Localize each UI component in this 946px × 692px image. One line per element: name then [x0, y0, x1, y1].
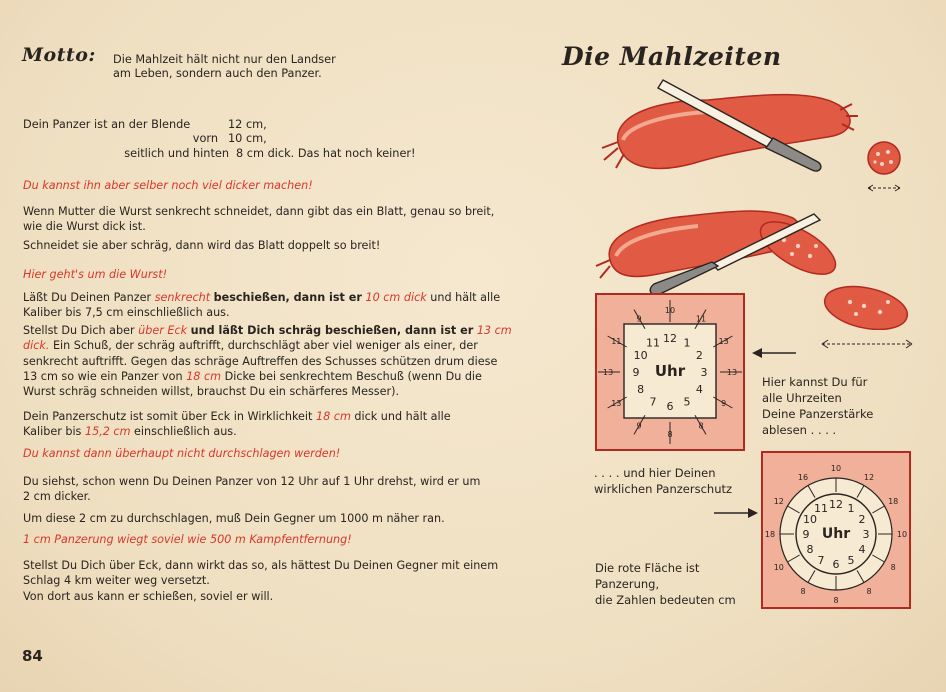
clock-hour-label: 9 [632, 366, 640, 379]
clock-outer-label: 13 [726, 368, 738, 377]
paragraph-versetzt [23, 558, 563, 604]
red-note-3: Du kannst dann überhaupt nicht durchschlagen werden! [23, 447, 341, 460]
clock-hour-label: 5 [683, 395, 691, 409]
clock-hour-label: 8 [806, 543, 814, 556]
paragraph-senkrecht [23, 290, 563, 321]
clock-hour-label: 10 [803, 513, 817, 526]
caption-rote-flaeche: Die rote Fläche ist Panzerung, die Zahlen bedeuten cm [595, 561, 736, 607]
clock-outer-label: 13 [718, 337, 729, 346]
clock-hour-label: 9 [802, 528, 810, 541]
armor-line-1-value: 12 cm, [228, 118, 267, 131]
caption-panzerschutz: . . . . und hier Deinen wirklichen Panzerschutz [594, 466, 733, 496]
clock-outer-label: 9 [721, 399, 727, 408]
clock-hour-label: 7 [817, 554, 825, 567]
text-line: Von dort aus kann er schießen, soviel er will. [23, 589, 274, 603]
clock-outer-label: 9 [636, 314, 642, 324]
sausage-straight-cut-icon [602, 80, 858, 171]
sausage-illustration [588, 70, 918, 330]
clock-outer-label: 18 [764, 530, 776, 539]
clock-hour-label: 1 [683, 336, 691, 350]
text-line: 2 cm dicker. [23, 490, 91, 504]
clock-outer-label: 9 [636, 421, 642, 431]
red-note-1: Du kannst ihn aber selber noch viel dicker machen! [23, 179, 313, 192]
clock-outer-label: 18 [888, 497, 899, 506]
clock-hour-label: 6 [832, 558, 840, 571]
clock-hour-label: 3 [700, 366, 708, 379]
sausage-oblique-cut-icon [596, 211, 843, 295]
paragraph-ueber-eck [23, 323, 563, 399]
text-line: Schlag 4 km weiter weg versetzt. [23, 574, 210, 588]
clock-hour-label: 3 [862, 528, 870, 541]
armor-line-3-label: seitlich und hinten [124, 147, 229, 160]
clock-hour-label: 2 [695, 349, 703, 362]
text-line: Läßt Du Deinen Panzer senkrecht beschießen, dann ist er 10 cm dick und hält alle [23, 291, 501, 304]
caption-uhrzeiten: Hier kannst Du für alle Uhrzeiten Deine Panzerstärke ablesen . . . . [762, 375, 874, 437]
clock-outer-label: 12 [863, 472, 875, 482]
paragraph-uhr [23, 474, 563, 505]
clock-outer-label: 8 [800, 587, 806, 597]
red-term: 10 cm dick [365, 291, 427, 304]
clock-hour-label: 4 [695, 383, 703, 396]
text-line: Du siehst, schon wenn Du Deinen Panzer von 12 Uhr auf 1 Uhr drehst, wird er um [23, 475, 481, 488]
clock-outer-label: 8 [698, 421, 704, 431]
clock-hour-label: 11 [646, 336, 660, 350]
clock-hour-label: 8 [637, 383, 645, 396]
text-line: Kaliber bis 15,2 cm einschließlich aus. [23, 425, 237, 439]
text-line: Wurst schräg schneiden willst, brauchst Du ein schärferes Messer). [23, 385, 400, 399]
clock-hour-label: 11 [814, 502, 828, 515]
armor-clock-diagram-1 [594, 292, 746, 452]
clock-outer-label: 10 [830, 464, 842, 473]
red-term: 18 cm [316, 410, 351, 423]
clock-outer-label: 13 [602, 368, 614, 377]
red-note-4: 1 cm Panzerung wiegt soviel wie 500 m Kampfentfernung! [23, 533, 352, 546]
motto-line-2: am Leben, sondern auch den Panzer. [113, 67, 322, 80]
clock-outer-label: 8 [890, 563, 896, 572]
armor-clock-diagram-2 [760, 450, 912, 610]
clock-outer-label: 10 [664, 306, 676, 315]
red-note-2: Hier geht's um die Wurst! [23, 268, 168, 281]
paragraph-gegner: Um diese 2 cm zu durchschlagen, muß Dein Gegner um 1000 m näher ran. [23, 512, 445, 525]
text-line: Stellst Du Dich aber über Eck und läßt Dich schräg beschießen, dann ist er 13 cm [23, 324, 512, 337]
clock-outer-label: 10 [896, 530, 908, 539]
armor-line-2-value: 10 cm, [228, 132, 267, 145]
clock-outer-label: 16 [797, 472, 809, 482]
clock-outer-label: 11 [695, 314, 707, 324]
clock-hour-label: 1 [847, 502, 855, 515]
clock-hour-label: 12 [829, 498, 843, 511]
text-line: Stellst Du Dich über Eck, dann wirkt das so, als hättest Du Deinen Gegner mit einem [23, 559, 499, 572]
clock-hour-label: 7 [649, 395, 657, 409]
clock-outer-label: 8 [667, 430, 673, 439]
clock-center-label: Uhr [654, 362, 686, 380]
paragraph-wurst-schraeg: Schneidet sie aber schräg, dann wird das Blatt doppelt so breit! [23, 239, 381, 252]
clock-hour-label: 4 [858, 543, 866, 556]
clock-outer-label: 12 [773, 497, 784, 506]
clock-hour-label: 6 [666, 400, 674, 413]
paragraph-wurst-senkrecht [23, 204, 563, 235]
paragraph-panzerschutz [23, 409, 563, 440]
clock-center-label: Uhr [821, 526, 851, 542]
clock-outer-label: 13 [611, 399, 622, 408]
arrow-right-icon [712, 506, 760, 520]
sausage-slice-round-icon [868, 142, 900, 191]
text-line: Dein Panzerschutz ist somit über Eck in Wirklichkeit 18 cm dick und hält alle [23, 410, 451, 423]
clock-outer-label: 10 [773, 563, 784, 572]
text-line: dick. Ein Schuß, der schräg auftrifft, durchschlägt aber viel weniger als einer, der [23, 339, 478, 353]
motto-label: Motto: [22, 44, 96, 66]
arrow-left-icon [750, 346, 798, 360]
red-term: 15,2 cm [84, 425, 131, 439]
clock-hour-label: 12 [663, 332, 677, 345]
clock-outer-label: 11 [611, 337, 622, 346]
armor-line-1-label: Dein Panzer ist an der Blende [23, 118, 191, 131]
clock-hour-label: 5 [847, 554, 855, 567]
page-title: Die Mahlzeiten [562, 42, 782, 71]
motto-line-1: Die Mahlzeit hält nicht nur den Landser [113, 53, 336, 66]
width-arrow-icon [820, 338, 916, 350]
text-line: senkrecht auftrifft. Gegen das schräge Auftreffen des Schusses schützen drum diese [23, 354, 498, 368]
red-term: dick. [23, 339, 50, 353]
page-number: 84 [22, 647, 43, 665]
text-line: Kaliber bis 7,5 cm einschließlich aus. [23, 306, 230, 320]
clock-outer-label: 8 [866, 587, 872, 597]
clock-hour-label: 2 [858, 513, 866, 526]
red-term: senkrecht [154, 291, 211, 304]
armor-line-2-label: vorn [192, 132, 218, 145]
red-term: 13 cm [476, 324, 512, 337]
sausage-slice-oval-icon [821, 280, 911, 330]
clock-hour-label: 10 [633, 349, 648, 362]
armor-line-3-value: 8 cm dick. Das hat noch keiner! [236, 147, 416, 160]
text-line: Wenn Mutter die Wurst senkrecht schneidet, dann gibt das ein Blatt, genau so breit, [23, 205, 495, 218]
text-line: 13 cm so wie ein Panzer von 18 cm Dicke bei senkrechtem Beschuß (wenn Du die [23, 369, 482, 383]
clock-outer-label: 8 [833, 596, 839, 605]
red-term: 18 cm [186, 369, 222, 383]
red-term: über Eck [138, 324, 188, 337]
text-line: wie die Wurst dick ist. [23, 220, 146, 234]
